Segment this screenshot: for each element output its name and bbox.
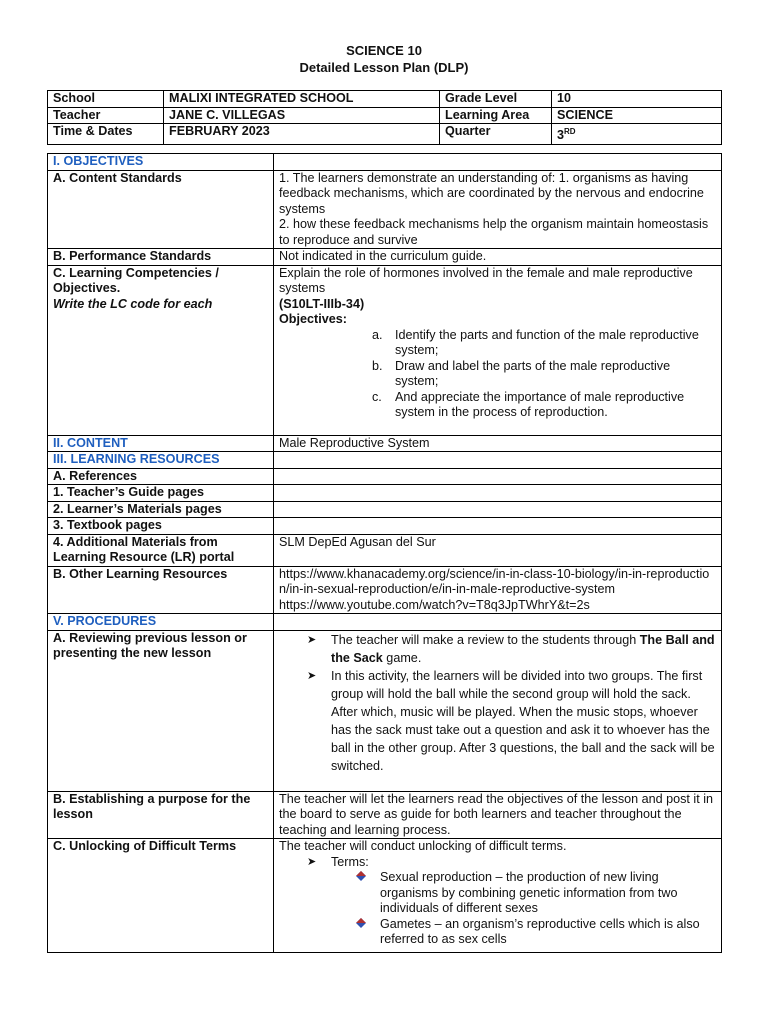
table-row <box>48 170 722 249</box>
school-label: School <box>48 91 164 108</box>
quarter-suffix: RD <box>564 127 576 136</box>
additional-materials-label: 4. Additional Materials from Learning Resource (LR) portal <box>48 534 274 566</box>
table-row <box>48 839 722 953</box>
objectives-label: Objectives: <box>279 312 347 326</box>
content-standard-1: 1. The learners demonstrate an understanding of: 1. organisms as having feedback mechanisms, which are coordinated by the nervous and endocrine systems <box>279 170 704 216</box>
time-label: Time & Dates <box>48 124 164 145</box>
table-row <box>48 534 722 566</box>
info-row <box>48 124 722 145</box>
unlocking-text: The teacher will conduct unlocking of difficult terms. <box>279 839 567 853</box>
reviewing-label: A. Reviewing previous lesson or presenting the new lesson <box>48 630 274 791</box>
resources-heading: III. LEARNING RESOURCES <box>48 452 274 469</box>
learners-materials-label: 2. Learner’s Materials pages <box>48 501 274 518</box>
table-row <box>48 265 722 435</box>
reviewing-content <box>274 630 722 791</box>
unlocking-content <box>274 839 722 953</box>
table-row <box>48 501 722 518</box>
content-standards-label: A. Content Standards <box>48 170 274 249</box>
table-row <box>48 249 722 266</box>
content-value: Male Reproductive System <box>274 435 722 452</box>
quarter-label: Quarter <box>440 124 552 145</box>
other-resources <box>274 566 722 614</box>
table-row <box>48 154 722 171</box>
teachers-guide-label: 1. Teacher’s Guide pages <box>48 485 274 502</box>
arrow-bullet-icon: ➤ <box>307 855 317 868</box>
game-name: The Ball and the Sack <box>331 632 715 665</box>
terms-list <box>279 870 716 948</box>
table-row <box>48 452 722 469</box>
lesson-table <box>47 153 722 953</box>
performance-standards: Not indicated in the curriculum guide. <box>274 249 722 266</box>
textbook-label: 3. Textbook pages <box>48 518 274 535</box>
info-row <box>48 91 722 108</box>
list-item <box>372 327 716 359</box>
resource-link-youtube[interactable]: https://www.youtube.com/watch?v=T8q3JpTWhrY&t=2s <box>279 597 590 612</box>
terms-heading <box>279 855 716 871</box>
terms-label: Terms: <box>331 854 369 869</box>
item-text: Identify the parts and function of the male reproductive system; <box>395 327 699 357</box>
quarter-number: 3 <box>557 128 565 143</box>
item-text: Draw and label the parts of the male reproductive system; <box>395 358 671 388</box>
table-row <box>48 630 722 791</box>
references-label: A. References <box>48 468 274 485</box>
competency-text: Explain the role of hormones involved in the female and male reproductive systems <box>279 265 693 295</box>
info-row <box>48 107 722 124</box>
document-subtitle: Detailed Lesson Plan (DLP) <box>299 60 469 75</box>
table-row <box>48 791 722 839</box>
competencies-cell <box>48 265 274 435</box>
list-item <box>372 389 716 421</box>
diamond-bullet-icon <box>356 918 366 928</box>
competencies-note: Write the LC code for each <box>53 296 213 311</box>
arrow-bullet-icon: ➤ <box>307 633 317 646</box>
table-row <box>48 614 722 631</box>
review-list <box>279 631 716 775</box>
document-title: SCIENCE 10 <box>346 43 422 58</box>
area-label: Learning Area <box>440 107 552 124</box>
area-value: SCIENCE <box>552 107 722 124</box>
purpose-label: B. Establishing a purpose for the lesson <box>48 791 274 839</box>
term-text: Gametes – an organism’s reproductive cells which is also referred to as sex cells <box>380 916 700 946</box>
info-table <box>47 90 722 145</box>
activity-text: In this activity, the learners will be divided into two groups. The first group will hold the ball while the second group will hold the sack. After which, music will be played. When the music stops, whoever has the sack must take out a question and ask it to whoever has the ball in the other group. After 3 questions, the ball and the sack will be switched. <box>331 668 715 773</box>
item-text: And appreciate the importance of male reproductive system in the process of reproduction. <box>395 389 685 419</box>
lc-code: (S10LT-IIIb-34) <box>279 296 365 311</box>
competencies-label: C. Learning Competencies / Objectives. <box>53 265 219 295</box>
table-row <box>48 566 722 614</box>
list-item <box>307 631 716 667</box>
school-value: MALIXI INTEGRATED SCHOOL <box>164 91 440 108</box>
other-resources-label: B. Other Learning Resources <box>48 566 274 614</box>
grade-label: Grade Level <box>440 91 552 108</box>
objectives-list <box>279 328 716 421</box>
unlocking-label: C. Unlocking of Difficult Terms <box>48 839 274 953</box>
term-text: Sexual reproduction – the production of new living organisms by combining genetic information from two individuals of different sexes <box>380 870 678 915</box>
list-item <box>372 358 716 390</box>
teacher-value: JANE C. VILLEGAS <box>164 107 440 124</box>
performance-standards-label: B. Performance Standards <box>48 249 274 266</box>
list-item <box>380 917 716 948</box>
review-text-pre: The teacher will make a review to the students through <box>331 632 640 647</box>
teacher-label: Teacher <box>48 107 164 124</box>
table-row <box>48 518 722 535</box>
list-item <box>380 870 716 917</box>
review-text-post: game. <box>382 650 422 665</box>
objectives-heading: I. OBJECTIVES <box>48 154 274 171</box>
additional-materials: SLM DepEd Agusan del Sur <box>274 534 722 566</box>
item-letter: b. <box>372 358 383 373</box>
procedures-heading: V. PROCEDURES <box>48 614 274 631</box>
diamond-bullet-icon <box>356 871 366 881</box>
content-standard-2: 2. how these feedback mechanisms help the organism maintain homeostasis to reproduce and survive <box>279 217 709 247</box>
table-row <box>48 468 722 485</box>
item-letter: c. <box>372 389 382 404</box>
arrow-bullet-icon: ➤ <box>307 669 317 682</box>
content-heading: II. CONTENT <box>48 435 274 452</box>
grade-value: 10 <box>552 91 722 108</box>
item-letter: a. <box>372 327 383 342</box>
competencies <box>274 265 722 435</box>
table-row <box>48 435 722 452</box>
list-item <box>307 667 716 775</box>
time-value: FEBRUARY 2023 <box>164 124 440 145</box>
purpose-text: The teacher will let the learners read the objectives of the lesson and post it in the board to serve as guide for both learners and teacher throughout the teaching and learning process. <box>274 791 722 839</box>
resource-link-khanacademy[interactable]: https://www.khanacademy.org/science/in-in-class-10-biology/in-in-reproduction/in-in-sexual-reproduction/e/in-in-male-reproductive-system <box>279 566 710 596</box>
quarter-value <box>552 124 722 145</box>
content-standards <box>274 170 722 249</box>
table-row <box>48 485 722 502</box>
